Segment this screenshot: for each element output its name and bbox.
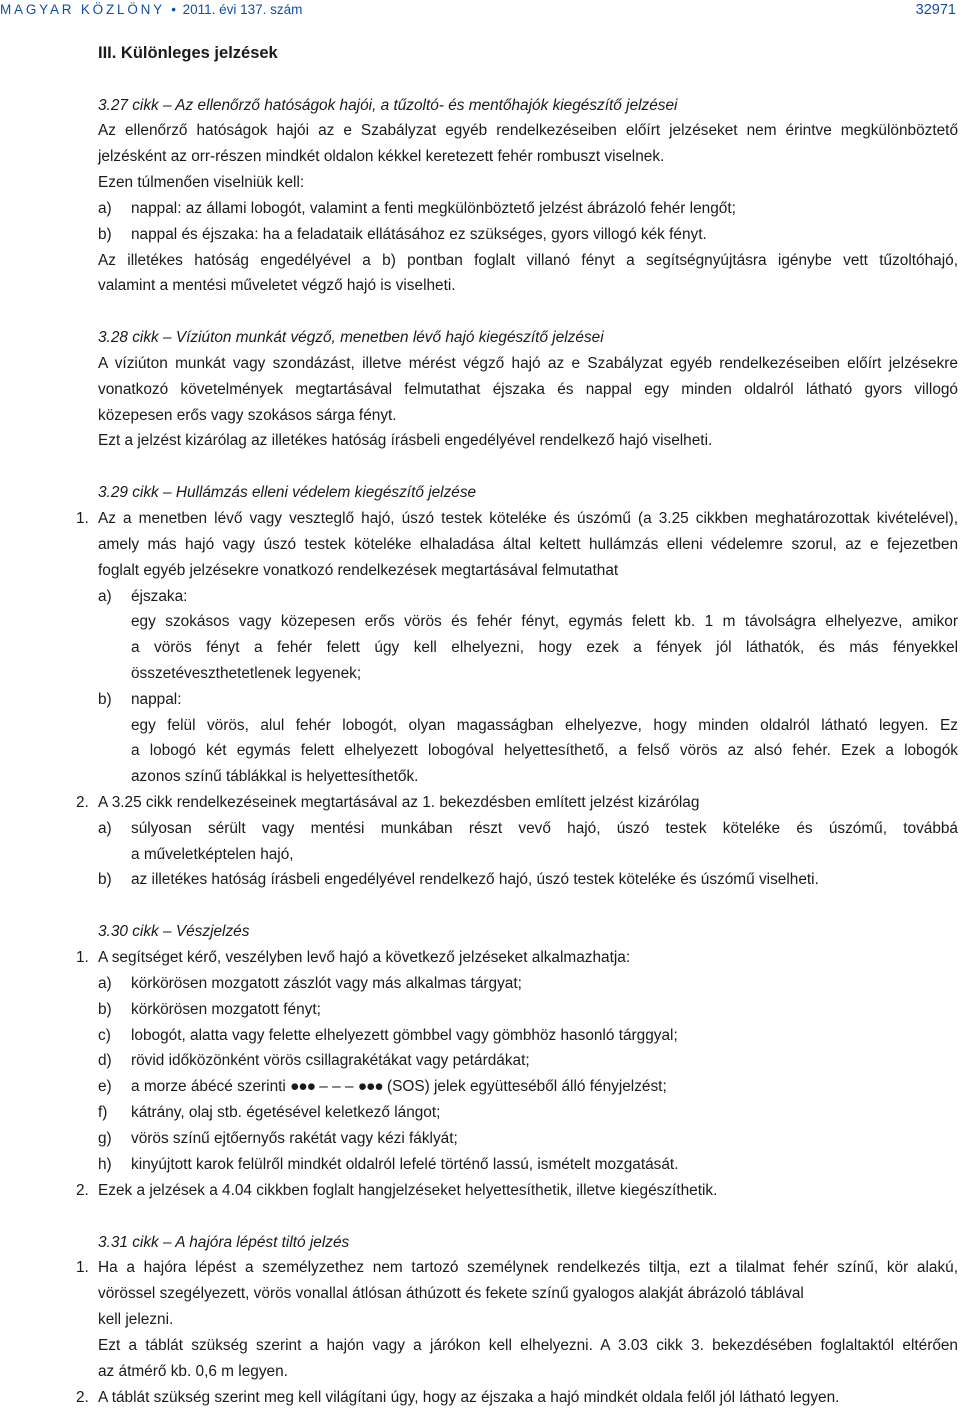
article-title-3-30: 3.30 cikk – Vészjelzés <box>98 923 250 940</box>
paragraph-number: 2. <box>76 1182 89 1199</box>
list-label: d) <box>98 1052 112 1069</box>
list-item-text: kinyújtott karok felülről mindkét oldalról lefelé történő lassú, ismételt mozgatását. <box>131 1156 679 1173</box>
list-label: b) <box>98 226 112 243</box>
paragraph-line: a lobogó két egymás felett elhelyezett lobogóval helyettesíthető, a felső vörös az alsó fehér. Ezek a lobogók <box>131 742 958 759</box>
list-label: f) <box>98 1104 108 1121</box>
paragraph-line: egy szokásos vagy közepesen erős vörös és fehér fényt, egymás felett kb. 1 m távolságra elhelyezve, amikor <box>131 613 958 630</box>
paragraph-line: A segítséget kérő, veszélyben levő hajó a következő jelzéseket alkalmazhatja: <box>98 949 631 966</box>
list-label: g) <box>98 1130 112 1147</box>
paragraph-number: 1. <box>76 1259 89 1276</box>
list-label: a) <box>98 975 112 992</box>
list-item-text: nappal: az állami lobogót, valamint a fenti megkülönböztető jelzést ábrázoló fehér lengőt; <box>131 200 736 217</box>
list-item-text: lobogót, alatta vagy felette elhelyezett gömbbel vagy gömbhöz hasonló tárggyal; <box>131 1027 678 1044</box>
sos-text-before: a morze ábécé szerinti <box>131 1078 286 1095</box>
list-label: a) <box>98 820 112 837</box>
paragraph-line: Az illetékes hatóság engedélyével a b) pontban foglalt villanó fényt a segítségnyújtásra igénybe vett tűzoltóhajó, <box>98 252 958 269</box>
list-label: a) <box>98 200 112 217</box>
paragraph-line: közepesen erős vagy szokásos sárga fényt. <box>98 407 397 424</box>
paragraph-line: A 3.25 cikk rendelkezéseinek megtartásával az 1. bekezdésben említett jelzést kizárólag <box>98 794 700 811</box>
issue-label: 2011. évi 137. szám <box>182 2 303 17</box>
paragraph-line: egy felül vörös, alul fehér lobogót, olyan magasságban elhelyezve, hogy minden oldalról látható legyen. Ez <box>131 717 958 734</box>
list-item-text: körkörösen mozgatott fényt; <box>131 1001 321 1018</box>
article-title-3-28: 3.28 cikk – Víziúton munkát végző, menetben lévő hajó kiegészítő jelzései <box>98 329 604 346</box>
list-label: b) <box>98 1001 112 1018</box>
paragraph-line: jelzésként az orr-részen mindkét oldalon kékkel keretezett fehér rombuszt viselnek. <box>98 148 665 165</box>
paragraph-line: A táblát szükség szerint meg kell világítani úgy, hogy az éjszaka a hajó mindkét oldala felől jól látható legyen. <box>98 1389 840 1406</box>
paragraph-line: az átmérő kb. 0,6 m legyen. <box>98 1363 288 1380</box>
list-item-text: kátrány, olaj stb. égetésével keletkező lángot; <box>131 1104 441 1121</box>
paragraph-line: Az a menetben lévő vagy veszteglő hajó, úszó testek köteléke és úszómű (a 3.25 cikkben meghatározottak kivételével), <box>98 510 958 527</box>
sos-dots-symbol: ●●● <box>290 1078 316 1095</box>
list-item-text: súlyosan sérült vagy mentési munkában részt vevő hajó, úszó testek köteléke és úszómű, továbbá <box>131 820 958 837</box>
list-label: b) <box>98 691 112 708</box>
article-title-3-27: 3.27 cikk – Az ellenőrző hatóságok hajói, a tűzoltó- és mentőhajók kiegészítő jelzései <box>98 97 678 114</box>
paragraph-line: Ezt a jelzést kizárólag az illetékes hatóság írásbeli engedélyével rendelkező hajó viselheti. <box>98 432 713 449</box>
header-publication-line <box>0 2 302 17</box>
list-item-text: az illetékes hatóság írásbeli engedélyével rendelkező hajó, úszó testek köteléke és úszómű viselheti. <box>131 871 819 888</box>
paragraph-line: Ezen túlmenően viselniük kell: <box>98 174 305 191</box>
paragraph-line: kell jelezni. <box>98 1311 174 1328</box>
paragraph-line: Ezt a táblát szükség szerint a hajón vagy a járókon kell elhelyezni. A 3.03 cikk 3. bekezdésében foglaltaktól eltérően <box>98 1337 958 1354</box>
list-label: a) <box>98 588 112 605</box>
paragraph-line: Ha a hajóra lépést a személyzethez nem tartozó személynek rendelkezés tiltja, ezt a tilalmat fehér színű, kör alakú, <box>98 1259 958 1276</box>
list-item-text-sos <box>131 1077 667 1097</box>
paragraph-line: vörössel szegélyezett, vörös vonallal átlósan áthúzott és fekete színű gyalogos alakját ábrázoló táblával <box>98 1285 804 1302</box>
paragraph-line: összetéveszthetetlenek legyenek; <box>131 665 362 682</box>
paragraph-line: A víziúton munkát vagy szondázást, illetve mérést végző hajó az e Szabályzat egyéb rendelkezéseiben előírt jelzésekre <box>98 355 958 372</box>
article-title-3-31: 3.31 cikk – A hajóra lépést tiltó jelzés <box>98 1234 350 1251</box>
paragraph-line: a vörös fényt a fehér felett úgy kell elhelyezni, hogy ezek a fények jól láthatók, és más fényekkel <box>131 639 958 656</box>
list-item-text: nappal és éjszaka: ha a feladataik ellátásához ez szükséges, gyors villogó kék fényt. <box>131 226 707 243</box>
section-title: III. Különleges jelzések <box>98 44 278 62</box>
publication-name: MAGYAR KÖZLÖNY <box>0 2 165 17</box>
sos-text-after: (SOS) jelek együtteséből álló fényjelzést; <box>386 1078 667 1095</box>
article-title-3-29: 3.29 cikk – Hullámzás elleni védelem kiegészítő jelzése <box>98 484 477 501</box>
paragraph-number: 2. <box>76 1389 89 1406</box>
paragraph-number: 2. <box>76 794 89 811</box>
list-label: b) <box>98 871 112 888</box>
sos-dashes-symbol: – – – <box>319 1078 354 1095</box>
paragraph-line: Az ellenőrző hatóságok hajói az e Szabályzat egyéb rendelkezéseiben előírt jelzéseket nem érintve megkülönböztető <box>98 122 958 139</box>
list-item-text: a műveletképtelen hajó, <box>131 846 294 863</box>
list-label: c) <box>98 1027 111 1044</box>
paragraph-number: 1. <box>76 510 89 527</box>
paragraph-number: 1. <box>76 949 89 966</box>
sos-dots-symbol: ●●● <box>357 1078 383 1095</box>
list-item-heading: nappal: <box>131 691 182 708</box>
list-label: h) <box>98 1156 112 1173</box>
paragraph-line: foglalt egyéb jelzésekre vonatkozó rendelkezések megtartásával felmutathat <box>98 562 619 579</box>
paragraph-line: vonatkozó követelmények megtartásával felmutathat éjszaka és nappal egy minden oldalról látható gyors villogó <box>98 381 958 398</box>
header-separator: • <box>171 2 177 17</box>
paragraph-line: azonos színű táblákkal is helyettesíthetők. <box>131 768 419 785</box>
list-item-text: rövid időközönként vörös csillagrakétákat vagy petárdákat; <box>131 1052 530 1069</box>
page-number: 32971 <box>915 2 956 18</box>
paragraph-line: valamint a mentési műveletet végző hajó is viselheti. <box>98 277 456 294</box>
list-item-heading: éjszaka: <box>131 588 188 605</box>
list-item-text: vörös színű ejtőernyős rakétát vagy kézi fáklyát; <box>131 1130 458 1147</box>
paragraph-line: amely más hajó vagy úszó testek köteléke elhaladása által keltett hullámzás elleni védelemre szorul, az e fejezetben <box>98 536 958 553</box>
list-label: e) <box>98 1078 112 1095</box>
page-header <box>0 2 960 22</box>
list-item-text: körkörösen mozgatott zászlót vagy más alkalmas tárgyat; <box>131 975 522 992</box>
paragraph-line: Ezek a jelzések a 4.04 cikkben foglalt hangjelzéseket helyettesíthetik, illetve kiegészíthetik. <box>98 1182 718 1199</box>
